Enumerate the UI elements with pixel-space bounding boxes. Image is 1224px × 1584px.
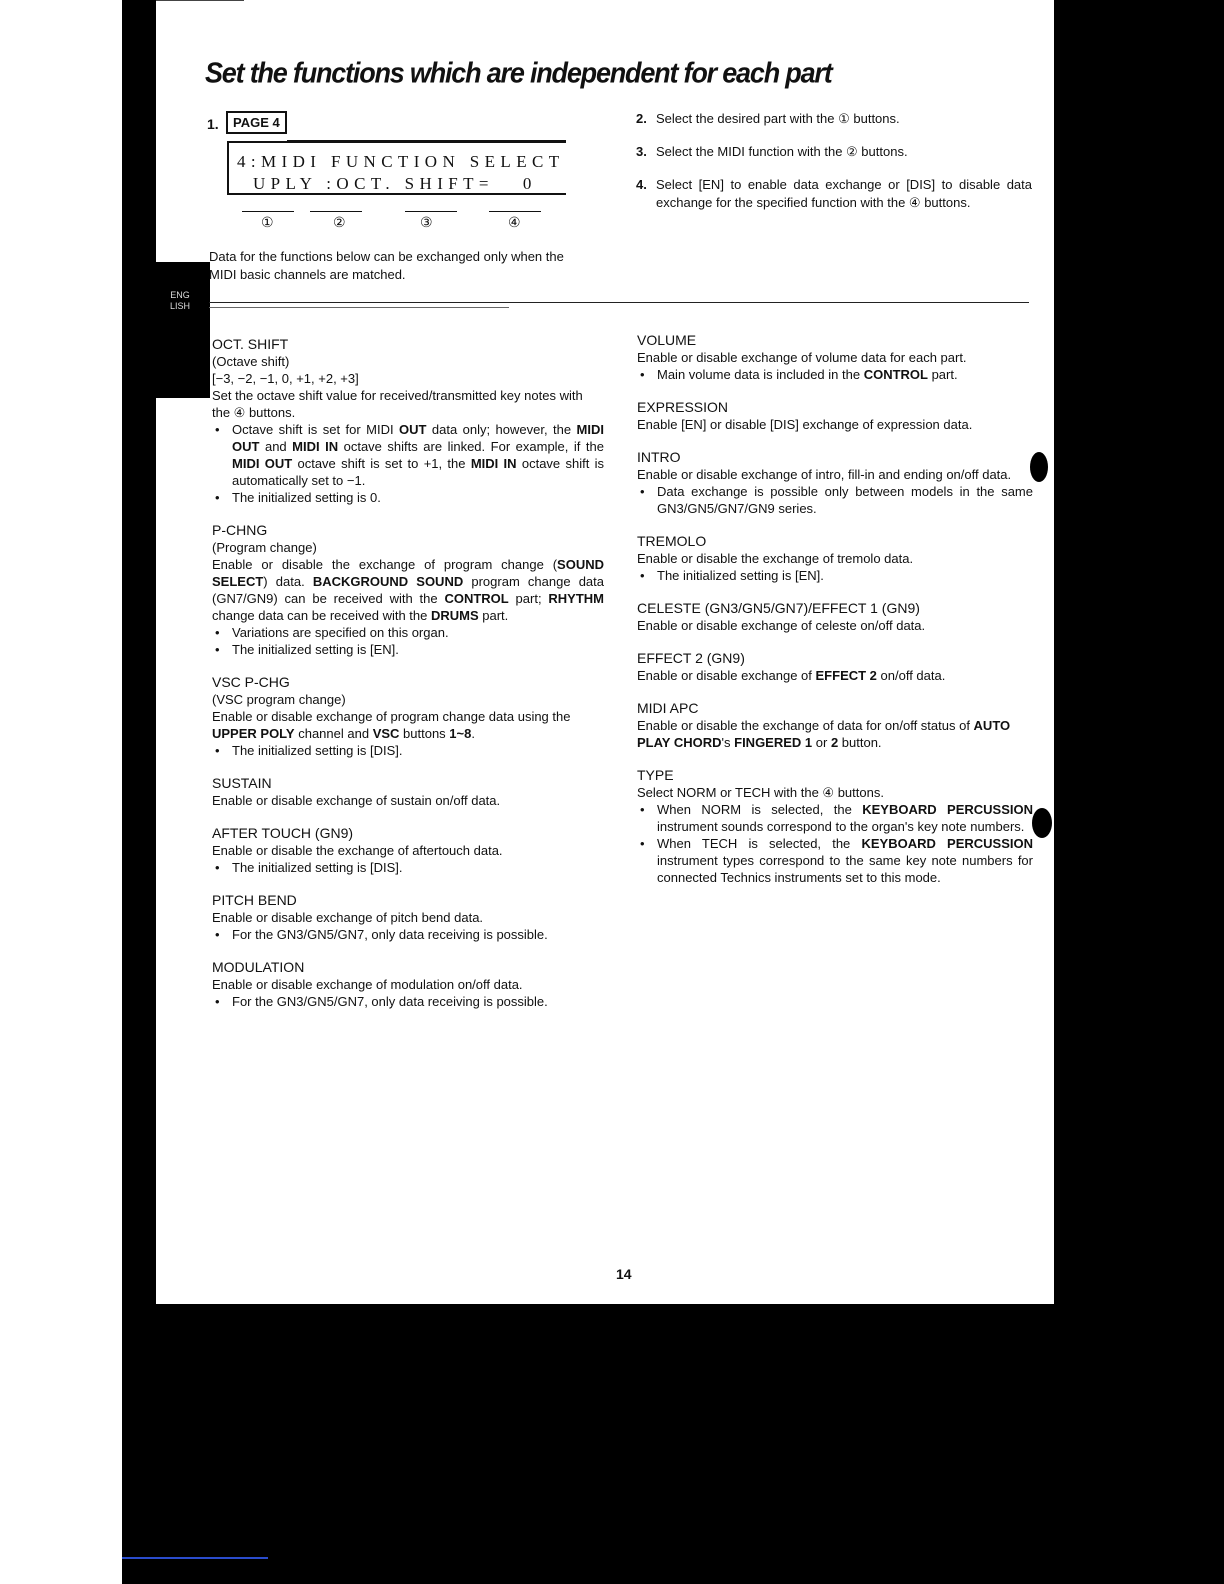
page-number: 14 — [616, 1266, 632, 1282]
tremolo-section — [637, 533, 1033, 584]
scan-margin-left — [0, 0, 122, 1584]
expression-section — [637, 399, 1033, 433]
after-touch-heading: AFTER TOUCH (GN9) — [212, 825, 354, 841]
intro-note: Data for the functions below can be exchanged only when the MIDI basic channels are matched. — [209, 249, 564, 282]
p-chng-bullet-2: • The initialized setting is [EN]. — [212, 641, 604, 658]
lcd-display — [227, 141, 566, 195]
left-column — [212, 336, 604, 1026]
page-4-box: PAGE 4 — [226, 111, 287, 134]
tremolo-bullet-1: • The initialized setting is [EN]. — [637, 567, 1033, 584]
step-3-text: Select the MIDI function with the ② buttons. — [656, 144, 908, 159]
section-divider-short — [209, 307, 509, 308]
tremolo-desc: Enable or disable the exchange of tremolo data. — [637, 551, 914, 566]
scan-bottom-edge — [122, 1557, 268, 1559]
modulation-desc: Enable or disable exchange of modulation on/off data. — [212, 977, 523, 992]
sustain-section — [212, 775, 604, 809]
step-4-number: 4. — [636, 177, 647, 192]
after-touch-bullet-1: • The initialized setting is [DIS]. — [212, 859, 604, 876]
steps-list — [636, 110, 1032, 227]
pitch-bend-heading: PITCH BEND — [212, 892, 297, 908]
p-chng-section — [212, 522, 604, 658]
step-2 — [636, 110, 1032, 128]
effect-2-heading: EFFECT 2 (GN9) — [637, 650, 745, 666]
step-3-number: 3. — [636, 144, 647, 159]
volume-section — [637, 332, 1033, 383]
midi-apc-heading: MIDI APC — [637, 700, 699, 716]
oct-shift-bullet-1: • Octave shift is set for MIDI OUT data only; however, the MIDI OUT and MIDI IN octave shifts are linked. For example, if the MIDI OUT octave shift is set to +1, the MIDI IN octave shift is automatically set to −1. — [212, 421, 604, 489]
expression-heading: EXPRESSION — [637, 399, 729, 415]
step-2-text: Select the desired part with the ① buttons. — [656, 111, 900, 126]
p-chng-desc: Enable or disable the exchange of program change (SOUND SELECT) data. BACKGROUND SOUND program change data (GN7/GN9) can be received with the CONTROL part; RHYTHM change data can be received with the DRUMS part. — [212, 557, 604, 623]
right-column — [637, 332, 1033, 902]
type-section — [637, 767, 1033, 886]
p-chng-heading: P-CHNG — [212, 522, 268, 538]
vsc-p-chg-section — [212, 674, 604, 759]
oct-shift-heading: OCT. SHIFT — [212, 336, 289, 352]
effect-2-desc: Enable or disable exchange of EFFECT 2 on/off data. — [637, 668, 946, 683]
step-4-text: Select [EN] to enable data exchange or [DIS] to disable data exchange for the specified function with the ④ buttons. — [656, 177, 1032, 210]
knob-3-line — [405, 211, 457, 212]
knob-4-label: ④ — [508, 214, 521, 230]
midi-apc-section — [637, 700, 1033, 751]
type-bullet-1: • When NORM is selected, the KEYBOARD PERCUSSION instrument sounds correspond to the organ's key note numbers. — [637, 801, 1033, 835]
step-1-number: 1. — [207, 116, 219, 132]
sustain-desc: Enable or disable exchange of sustain on/off data. — [212, 793, 501, 808]
expression-desc: Enable [EN] or disable [DIS] exchange of expression data. — [637, 417, 973, 432]
after-touch-desc: Enable or disable the exchange of aftertouch data. — [212, 843, 503, 858]
page-title: Set the functions which are independent for each part — [205, 57, 832, 89]
step-2-number: 2. — [636, 111, 647, 126]
language-tab — [152, 262, 210, 398]
modulation-heading: MODULATION — [212, 959, 305, 975]
vsc-p-chg-desc: Enable or disable exchange of program change data using the UPPER POLY channel and VSC buttons 1~8. — [212, 709, 571, 741]
knob-4-line — [489, 211, 541, 212]
modulation-bullet-1: • For the GN3/GN5/GN7, only data receiving is possible. — [212, 993, 604, 1010]
oct-shift-desc: Set the octave shift value for received/transmitted key notes with the ④ buttons. — [212, 388, 583, 420]
oct-shift-section — [212, 336, 604, 506]
knob-2-line — [310, 211, 362, 212]
volume-desc: Enable or disable exchange of volume data for each part. — [637, 350, 967, 365]
intro-desc: Enable or disable exchange of intro, fill-in and ending on/off data. — [637, 467, 1012, 482]
knob-2-label: ② — [333, 214, 346, 230]
knob-1-line — [242, 211, 294, 212]
midi-apc-desc: Enable or disable the exchange of data for on/off status of AUTO PLAY CHORD's FINGERED 1 or 2 button. — [637, 718, 1011, 750]
type-heading: TYPE — [637, 767, 674, 783]
intro-heading: INTRO — [637, 449, 681, 465]
pitch-bend-desc: Enable or disable exchange of pitch bend data. — [212, 910, 484, 925]
punch-hole-bottom — [1032, 808, 1052, 838]
volume-bullet-1: • Main volume data is included in the CONTROL part. — [637, 366, 1033, 383]
section-divider — [209, 302, 1029, 303]
oct-shift-range: [−3, −2, −1, 0, +1, +2, +3] — [212, 371, 359, 386]
after-touch-section — [212, 825, 604, 876]
intro-bullet-1: • Data exchange is possible only between models in the same GN3/GN5/GN7/GN9 series. — [637, 483, 1033, 517]
effect-2-section — [637, 650, 1033, 684]
lcd-line-2: UPLY :OCT. SHIFT= 0 — [253, 174, 537, 193]
celeste-desc: Enable or disable exchange of celeste on/off data. — [637, 618, 926, 633]
sustain-heading: SUSTAIN — [212, 775, 272, 791]
type-bullet-2: • When TECH is selected, the KEYBOARD PERCUSSION instrument types correspond to the same key note numbers for connected Technics instruments set to this mode. — [637, 835, 1033, 886]
intro-section — [637, 449, 1033, 517]
vsc-p-chg-heading: VSC P-CHG — [212, 674, 290, 690]
scan-border-bottom — [122, 1304, 1090, 1584]
vsc-p-chg-subtitle: (VSC program change) — [212, 692, 346, 707]
p-chng-subtitle: (Program change) — [212, 540, 317, 555]
oct-shift-subtitle: (Octave shift) — [212, 354, 290, 369]
pitch-bend-bullet-1: • For the GN3/GN5/GN7, only data receiving is possible. — [212, 926, 604, 943]
step-4 — [636, 176, 1032, 212]
vsc-p-chg-bullet-1: • The initialized setting is [DIS]. — [212, 742, 604, 759]
tremolo-heading: TREMOLO — [637, 533, 707, 549]
type-desc: Select NORM or TECH with the ④ buttons. — [637, 785, 884, 800]
oct-shift-bullet-2: • The initialized setting is 0. — [212, 489, 604, 506]
volume-heading: VOLUME — [637, 332, 697, 348]
language-tab-label: ENGLISH — [170, 290, 191, 311]
knob-1-label: ① — [261, 214, 274, 230]
step-3 — [636, 143, 1032, 161]
p-chng-bullet-1: • Variations are specified on this organ. — [212, 624, 604, 641]
celeste-heading: CELESTE (GN3/GN5/GN7)/EFFECT 1 (GN9) — [637, 600, 920, 616]
lcd-line-1: 4:MIDI FUNCTION SELECT — [237, 152, 565, 171]
modulation-section — [212, 959, 604, 1010]
celeste-section — [637, 600, 1033, 634]
knob-3-label: ③ — [420, 214, 433, 230]
pitch-bend-section — [212, 892, 604, 943]
